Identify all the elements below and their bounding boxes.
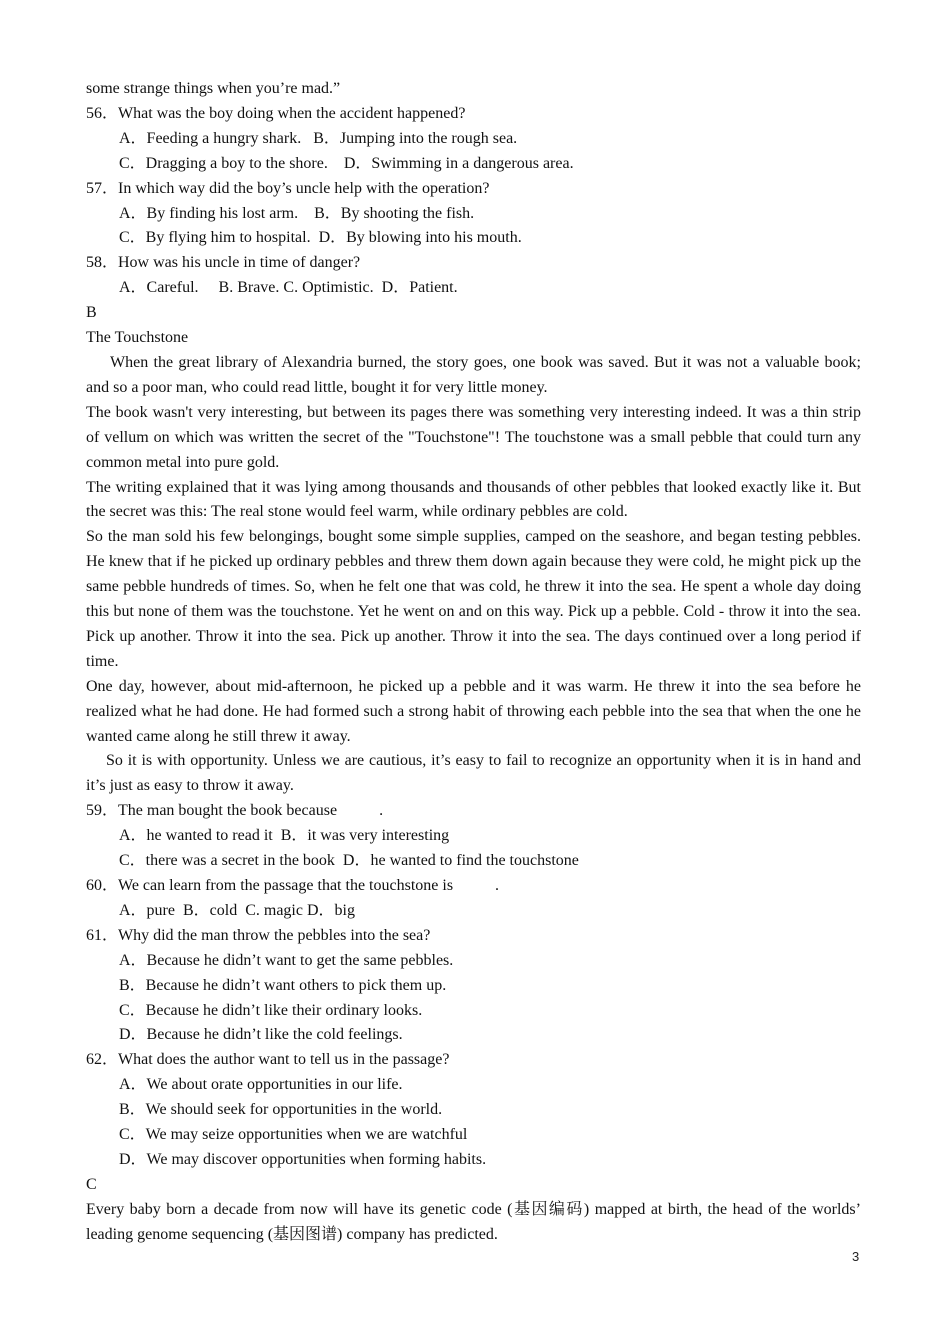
answer-options: A．By finding his lost arm. B．By shooting the fish. — [119, 204, 475, 222]
answer-option: C．We may seize opportunities when we are watchful — [119, 1126, 468, 1144]
answer-options: A．pure B．cold C. magic D．big — [119, 901, 355, 919]
passage-paragraph-5: One day, however, about mid-afternoon, he picked up a pebble and it was warm. He threw it into the sea before he realized what he had done. He had formed such a strong habit of throwing each pebble into the sea that when the one he wanted came along he still threw it away. — [86, 677, 861, 745]
answer-option: D．Because he didn’t like the cold feelings. — [119, 1026, 403, 1044]
question-stem-end: . — [379, 802, 384, 820]
question-stem — [86, 874, 861, 899]
passage-paragraph-6: So it is with opportunity. Unless we are cautious, it’s easy to fail to recognize an opportunity when it is in hand and it’s just as easy to throw it away. — [86, 752, 861, 795]
answer-option: A．Because he didn’t want to get the same pebbles. — [119, 951, 454, 969]
question-stem: 58．How was his uncle in time of danger? — [86, 254, 361, 272]
answer-option: B．We should seek for opportunities in the world. — [119, 1101, 443, 1119]
question-stem-text: 59．The man bought the book because — [86, 802, 338, 820]
question-stem: 56．What was the boy doing when the accident happened? — [86, 104, 466, 122]
question-59 — [86, 799, 861, 874]
passage-paragraph-1: When the great library of Alexandria burned, the story goes, one book was saved. But it was not a valuable book; and so a poor man, who could read little, bought it for very little money. — [86, 353, 861, 396]
section-letter-b: B — [86, 304, 97, 322]
section-letter-c: C — [86, 1175, 97, 1193]
answer-option: C．Because he didn’t like their ordinary looks. — [119, 1001, 423, 1019]
answer-options: A．Feeding a hungry shark. B．Jumping into the rough sea. — [119, 129, 518, 147]
passage-paragraph-2: The book wasn't very interesting, but between its pages there was something very interesting indeed. It was a thin strip of vellum on which was written the secret of the "Touchstone"! The touchstone was a small pebble that could turn any common metal into pure gold. — [86, 403, 861, 471]
passage-paragraph-4: So the man sold his few belongings, bought some simple supplies, camped on the seashore, and began testing pebbles. He knew that if he picked up ordinary pebbles and threw them down again because they were cold, he might pick up the same pebble hundreds of times. So, when he felt one that was cold, he threw it into the sea. He spent a whole day doing this but none of them was the touchstone. Yet he went on and on this way. Pick up a pebble. Cold - throw it into the sea. Pick up another. Throw it into the sea. Pick up another. Throw it into the sea. The days continued over a long period if time. — [86, 528, 861, 670]
question-62 — [86, 1048, 861, 1173]
question-56 — [86, 102, 861, 177]
answer-options: A．Careful. B. Brave. C. Optimistic. D．Patient. — [119, 279, 458, 297]
question-stem — [86, 799, 861, 824]
answer-options: C．By flying him to hospital. D．By blowing into his mouth. — [119, 229, 522, 247]
answer-options: C．Dragging a boy to the shore. D．Swimming in a dangerous area. — [119, 154, 574, 172]
answer-options: A．he wanted to read it B．it was very interesting — [119, 827, 450, 845]
question-stem: 62．What does the author want to tell us in the passage? — [86, 1051, 450, 1069]
question-stem: 57．In which way did the boy’s uncle help with the operation? — [86, 179, 490, 197]
page-content — [86, 77, 861, 1248]
page-number: 3 — [852, 1249, 860, 1264]
question-stem-end: . — [495, 877, 500, 894]
answer-option: A．We about orate opportunities in our life. — [119, 1076, 403, 1094]
question-61 — [86, 924, 861, 1049]
question-57 — [86, 177, 861, 252]
question-stem: 61．Why did the man throw the pebbles into the sea? — [86, 926, 431, 944]
passage-c-paragraph: Every baby born a decade from now will have its genetic code (基因编码) mapped at birth, the head of the worlds’ leading genome sequencing (基因图谱) company has predicted. — [86, 1200, 861, 1243]
passage-paragraph-3: The writing explained that it was lying among thousands and thousands of other pebbles that looked exactly like it. But the secret was this: The real stone would feel warm, while ordinary pebbles are cold. — [86, 478, 861, 521]
passage-title: The Touchstone — [86, 329, 189, 347]
carryover-line: some strange things when you’re mad.” — [86, 80, 341, 97]
question-60 — [86, 874, 861, 924]
question-58 — [86, 251, 861, 301]
answer-option: B．Because he didn’t want others to pick them up. — [119, 976, 447, 994]
answer-options: C．there was a secret in the book D．he wanted to find the touchstone — [119, 852, 579, 870]
question-stem-text: 60．We can learn from the passage that the touchstone is — [86, 877, 454, 894]
answer-option: D．We may discover opportunities when forming habits. — [119, 1150, 487, 1168]
